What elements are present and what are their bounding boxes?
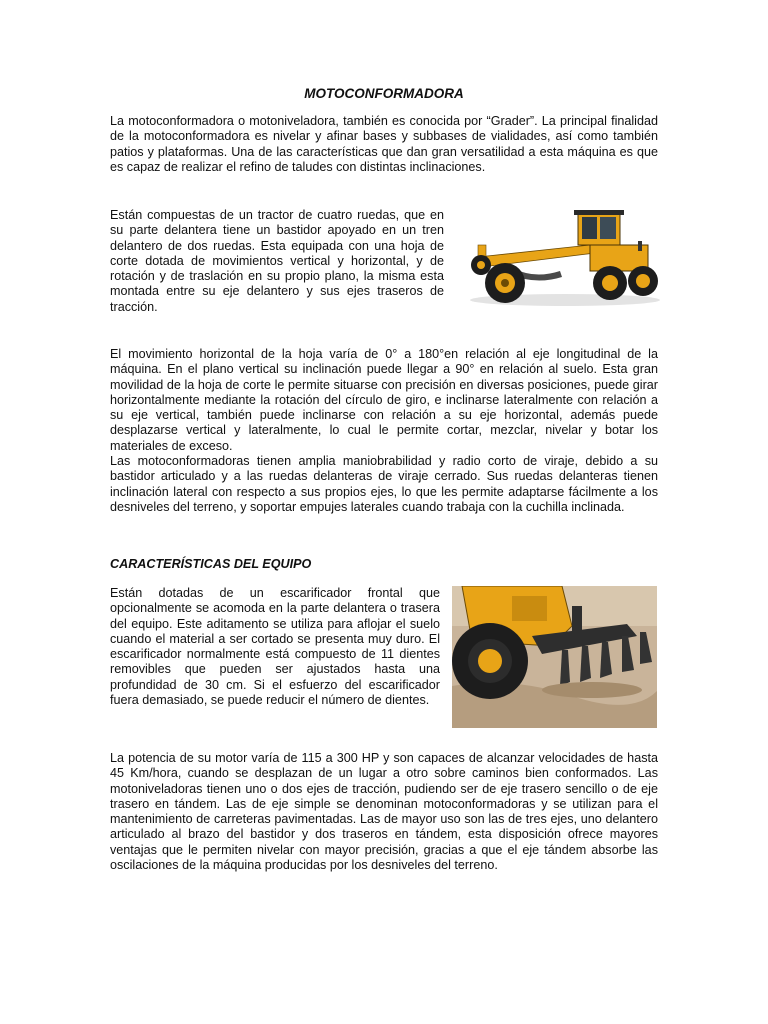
section-heading: CARACTERÍSTICAS DEL EQUIPO (110, 557, 312, 571)
maneuverability-text: Las motoconformadoras tienen amplia maniobrabilidad y radio corto de viraje, debido a su bastidor articulado y a las ruedas delanteras de viraje cerrado. Sus ruedas delanteras tienen inclinación lateral con respecto a sus propios ejes, lo que les permite adaptarse fácilmente a los desniveles del terreno, y soportar empujes laterales cuando trabaja con la cuchilla inclinada. (110, 454, 658, 514)
composition-paragraph: Están compuestas de un tractor de cuatro ruedas, que en su parte delantera tiene un bastidor apoyado en un tren delantero de dos ruedas. Esta equipada con una hoja de corte dotada de movimientos vertical y horizontal, y de rotación y de traslación en su propio plano, la misma esta montada entre su eje delantero y sus ejes traseros de tracción. (110, 208, 444, 314)
document-title: MOTOCONFORMADORA (304, 86, 464, 101)
intro-paragraph: La motoconformadora o motoniveladora, también es conocida por “Grader”. La principal finalidad de la motoconformadora es nivelar y afinar bases y subbases de vialidades, así como también patios y plataformas. Una de las características que dan gran versatilidad a esta máquina es que es capaz de realizar el refino de taludes con distintas inclinaciones. (110, 114, 658, 174)
engine-paragraph: La potencia de su motor varía de 115 a 300 HP y son capaces de alcanzar velocidades de hasta 45 Km/hora, cuando se desplazan de un lugar a otro sobre caminos bien conformados. Las motoniveladoras tienen uno o dos ejes de tracción, pudiendo ser de eje trasero sencillo o de eje trasero en tándem. Las de eje simple se denominan motoconformadoras y se utilizan para el mantenimiento de carreteras pavimentadas. Las de mayor uso son las de tres ejes, uno delantero articulado al brazo del bastidor y dos traseros en tándem, esta disposición ofrece mayores ventajas que le permiten nivelar con mayor precisión, gracias a que el eje tándem absorbe las oscilaciones de la máquina producidas por los desniveles del terreno. (110, 751, 658, 873)
movement-paragraph (110, 347, 658, 515)
scarifier-image (452, 586, 657, 728)
scarifier-paragraph: Están dotadas de un escarificador frontal que opcionalmente se acomoda en la parte delantera o trasera del equipo. Este aditamento se utiliza para aflojar el suelo cuando el material a ser cortado se presenta muy duro. El escarificador normalmente está compuesto de 11 dientes removibles que pueden ser ajustados hasta una profundidad de 30 cm. Si el esfuerzo del escarificador fuera demasiado, se puede reducir el número de dientes. (110, 586, 440, 708)
motor-grader-image (460, 205, 660, 310)
movement-text: El movimiento horizontal de la hoja varía de 0° a 180°en relación al eje longitudinal de la máquina. En el plano vertical su inclinación puede llegar a 90° en relación al suelo. Esta gran movilidad de la hoja de corte le permite situarse con precisión en diversas posiciones, puede girar horizontalmente mediante la rotación del círculo de giro, e inclinarse lateralmente con relación a su eje vertical, también puede inclinarse con relación a su eje horizontal, además puede desplazarse vertical y lateralmente, lo cual le permite cortar, mezclar, nivelar y botar los materiales de exceso. (110, 347, 658, 453)
